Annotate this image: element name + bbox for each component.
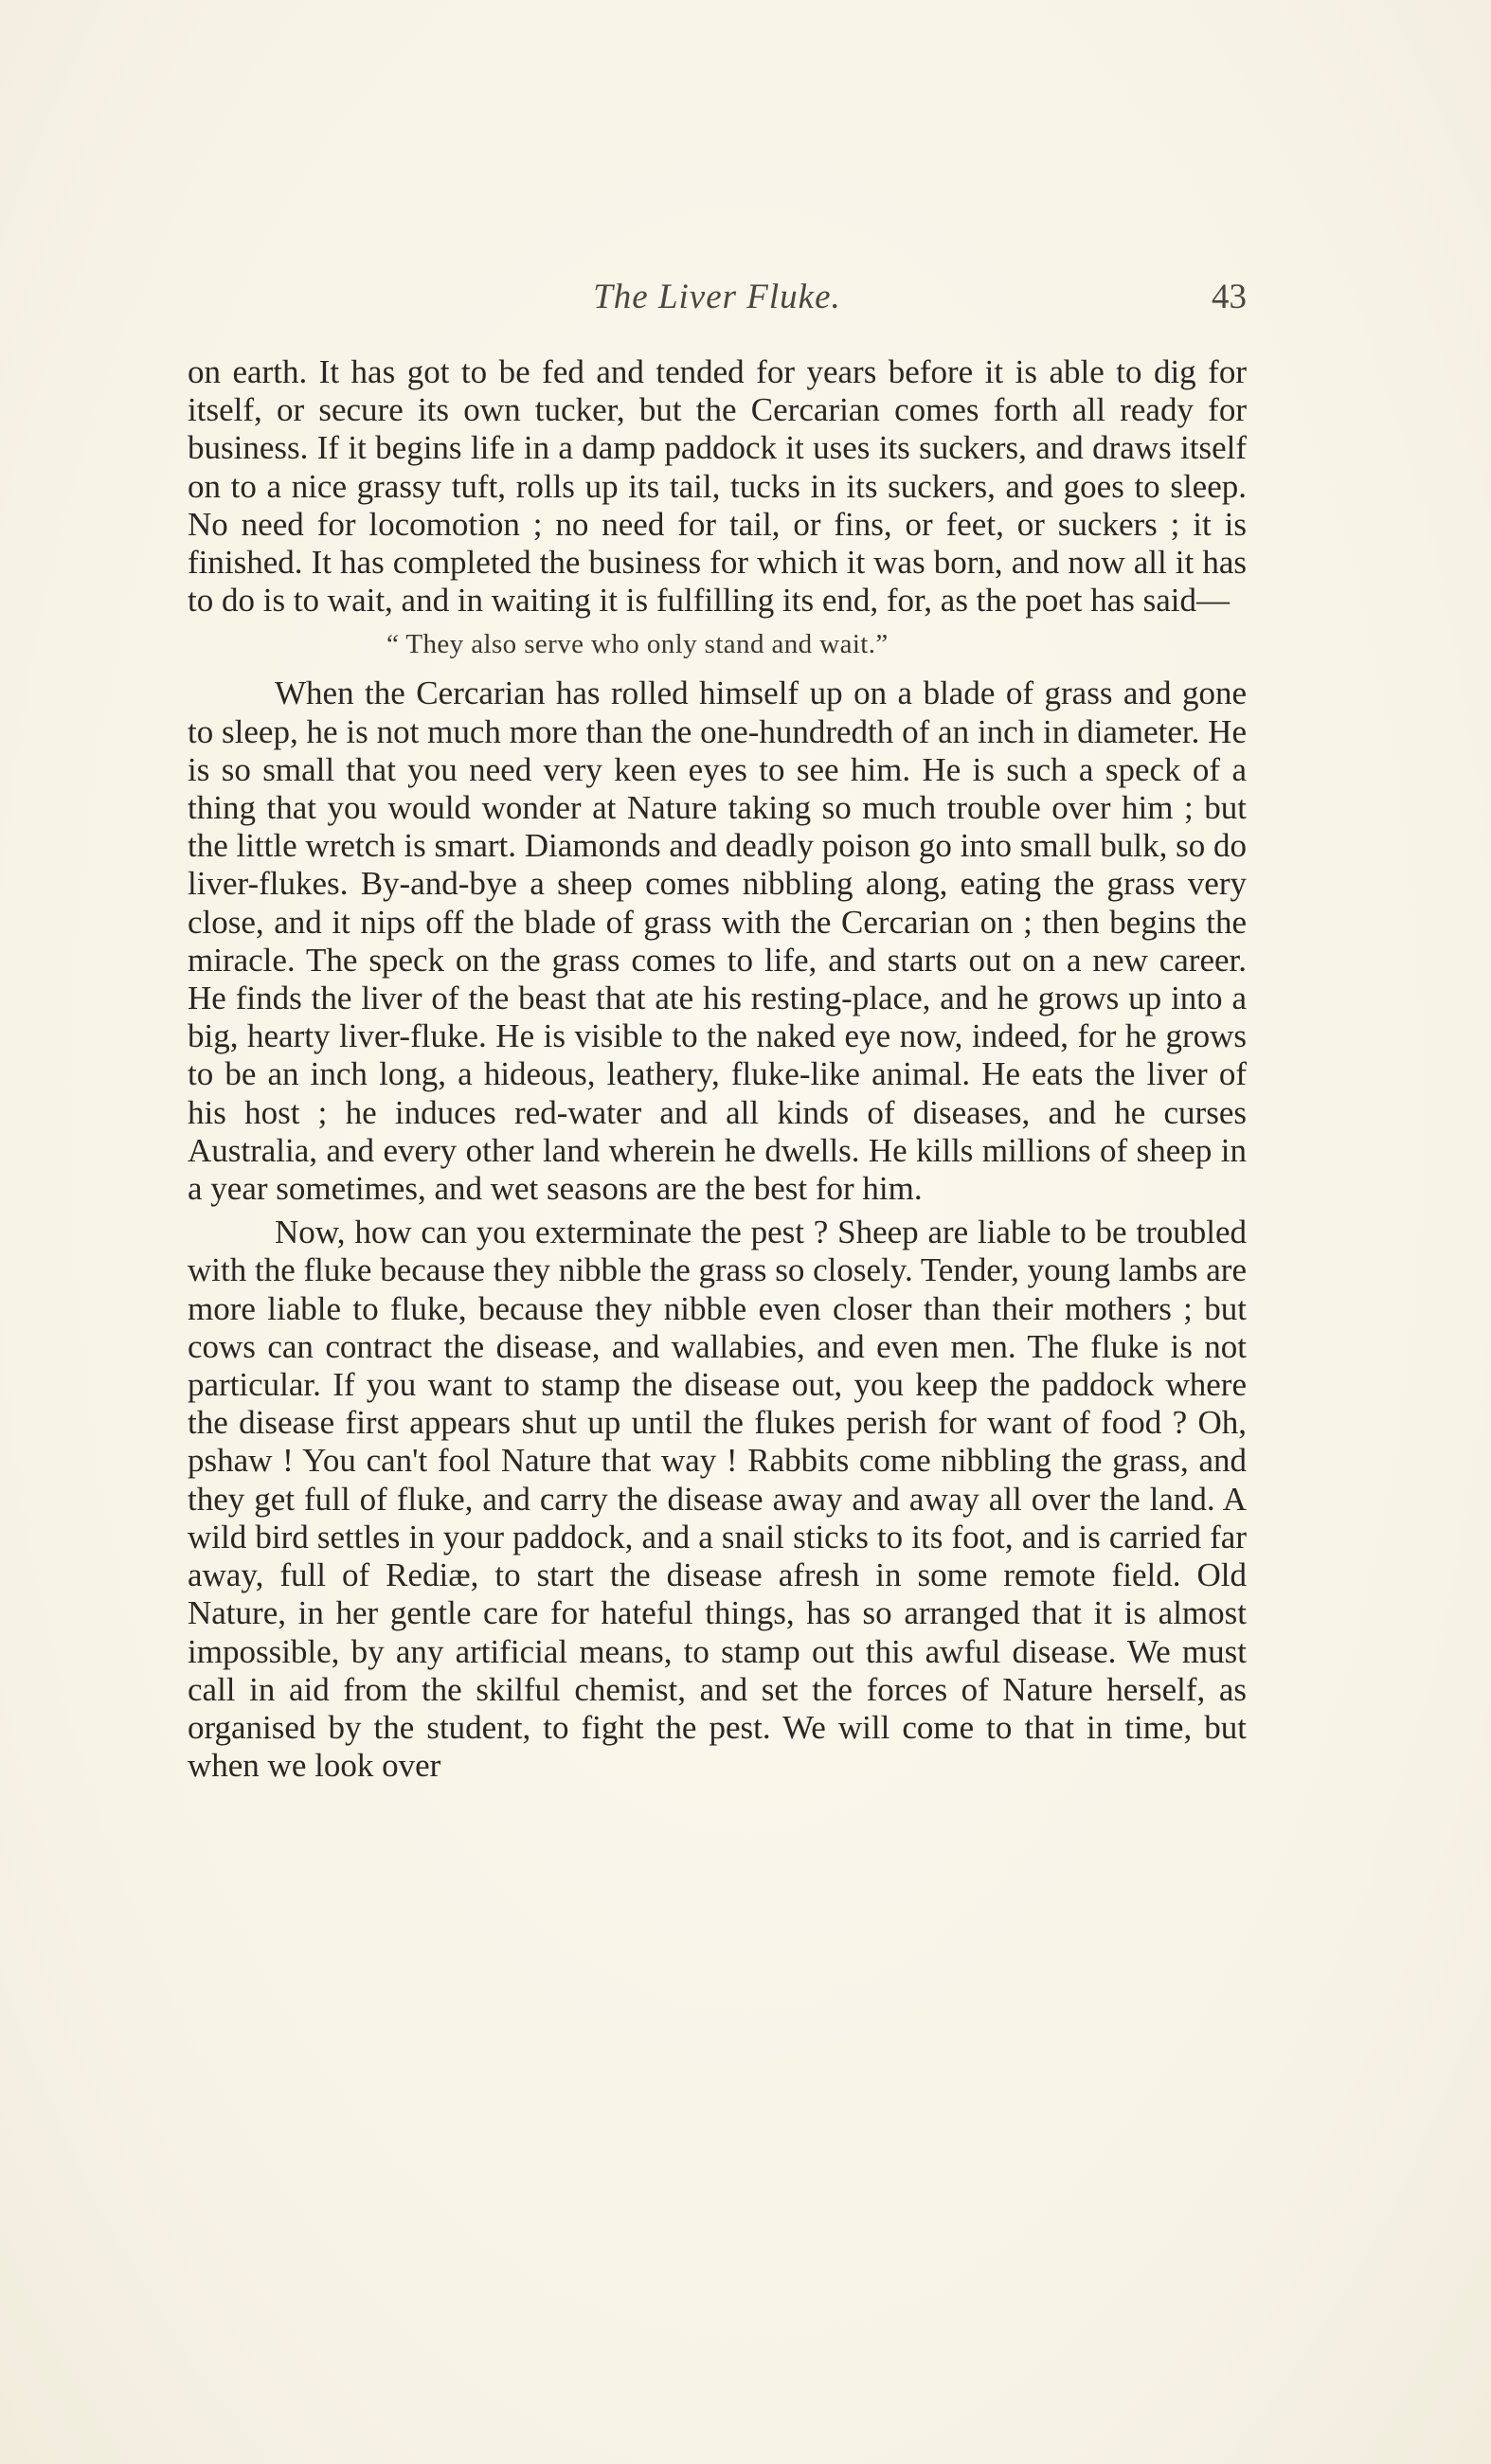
- page-number: 43: [1212, 278, 1247, 316]
- paragraph-2: When the Cercarian has rolled himself up on a blade of grass and gone to sleep, he is not much more than the one-hundredth of an inch in diameter. He is so small that you need very keen eyes to see him. He is such a speck of a thing that you would wonder at Nature taking so much trouble over him ; but the little wretch is smart. Diamonds and deadly poison go into small bulk, so do liver-flukes. By-and-bye a sheep comes nibbling along, eating the grass very close, and it nips off the blade of grass with the Cercarian on ; then begins the miracle. The speck on the grass comes to life, and starts out on a new career. He finds the liver of the beast that ate his resting-place, and he grows up into a big, hearty liver-fluke. He is visible to the naked eye now, indeed, for he grows to be an inch long, a hideous, leathery, fluke-like animal. He eats the liver of his host ; he induces red-water and all kinds of diseases, and he curses Australia, and every other land wherein he dwells. He kills millions of sheep in a year sometimes, and wet seasons are the best for him.: [188, 674, 1247, 1208]
- paragraph-1: on earth. It has got to be fed and tended for years before it is able to dig for itself, or secure its own tucker, but the Cercarian comes forth all ready for business. If it begins life in a damp paddock it uses its suckers, and draws itself on to a nice grassy tuft, rolls up its tail, tucks in its suckers, and goes to sleep. No need for locomotion ; no need for tail, or fins, or feet, or suckers ; it is finished. It has completed the business for which it was born, and now all it has to do is to wait, and in waiting it is fulfilling its end, for, as the poet has said—: [188, 353, 1247, 620]
- verse-quote: “ They also serve who only stand and wait.”: [386, 629, 889, 660]
- page-header: [188, 277, 1247, 324]
- paragraph-3: Now, how can you exterminate the pest ? Sheep are liable to be troubled with the fluke because they nibble the grass so closely. Tender, young lambs are more liable to fluke, because they nibble even closer than their mothers ; but cows can contract the disease, and wallabies, and even men. The fluke is not particular. If you want to stamp the disease out, you keep the paddock where the disease first appears shut up until the flukes perish for want of food ? Oh, pshaw ! You can't fool Nature that way ! Rabbits come nibbling the grass, and they get full of fluke, and carry the disease away and away all over the land. A wild bird settles in your paddock, and a snail sticks to its foot, and is carried far away, full of Rediæ, to start the disease afresh in some remote field. Old Nature, in her gentle care for hateful things, has so arranged that it is almost impossible, by any artificial means, to stamp out this awful disease. We must call in aid from the skilful chemist, and set the forces of Nature herself, as organised by the student, to fight the pest. We will come to that in time, but when we look over: [188, 1214, 1247, 1785]
- running-title: The Liver Fluke.: [593, 278, 841, 316]
- body-text: [188, 353, 1247, 1790]
